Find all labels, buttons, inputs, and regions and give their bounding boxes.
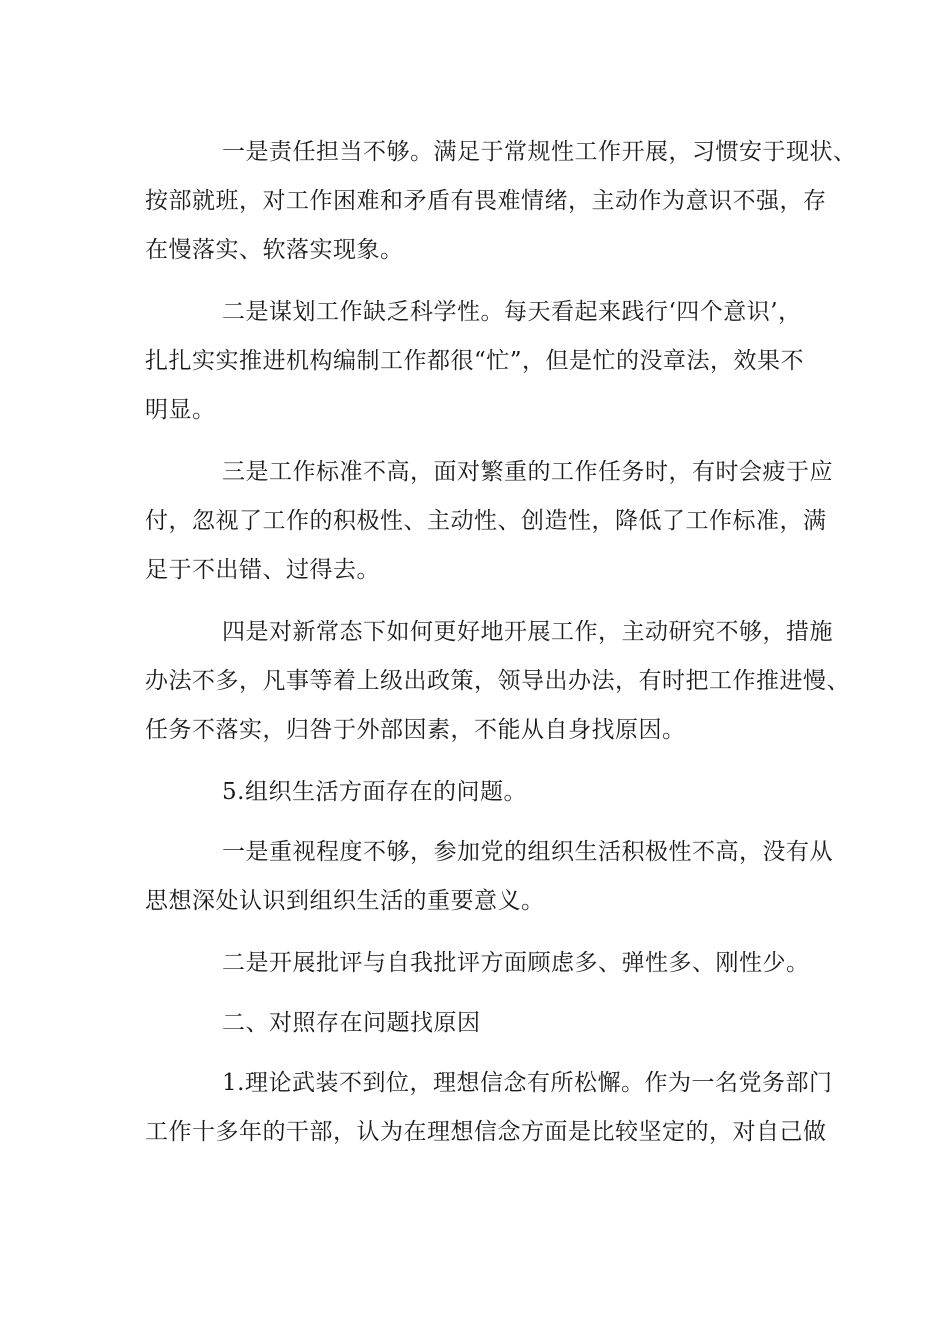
text-line: 在慢落实、软落实现象。 [145,237,404,263]
text-line: 二是谋划工作缺乏科学性。每天看起来践行‘四个意识’， [222,299,802,325]
text-line: 办法不多，凡事等着上级出政策，领导出办法，有时把工作推进慢、 [145,668,850,694]
text-line: 明显。 [145,397,216,423]
text-line: 付，忽视了工作的积极性、主动性、创造性，降低了工作标准，满 [145,508,827,534]
text-line: 一是重视程度不够，参加党的组织生活积极性不高，没有从 [222,839,833,865]
text-line: 工作十多年的干部，认为在理想信念方面是比较坚定的，对自己做 [145,1119,827,1145]
text-line: 思想深处认识到组织生活的重要意义。 [145,888,545,914]
text-line: 四是对新常态下如何更好地开展工作，主动研究不够，措施 [222,619,833,645]
text-line: 扎扎实实推进机构编制工作都很“忙”，但是忙的没章法，效果不 [145,348,805,374]
text-line: 二是开展批评与自我批评方面顾虑多、弹性多、刚性少。 [222,950,810,976]
text-line: 任务不落实，归咎于外部因素，不能从自身找原因。 [145,717,686,743]
text-line: 按部就班，对工作困难和矛盾有畏难情绪，主动作为意识不强，存 [145,188,827,214]
text-line: 三是工作标准不高，面对繁重的工作任务时，有时会疲于应 [222,459,833,485]
section-subheading: 5.组织生活方面存在的问题。 [222,779,527,805]
section-heading: 二、对照存在问题找原因 [222,1010,481,1036]
text-line: 1.理论武装不到位，理想信念有所松懈。作为一名党务部门 [222,1070,833,1096]
text-line: 一是责任担当不够。满足于常规性工作开展，习惯安于现状、 [222,139,857,165]
text-line: 足于不出错、过得去。 [145,557,380,583]
